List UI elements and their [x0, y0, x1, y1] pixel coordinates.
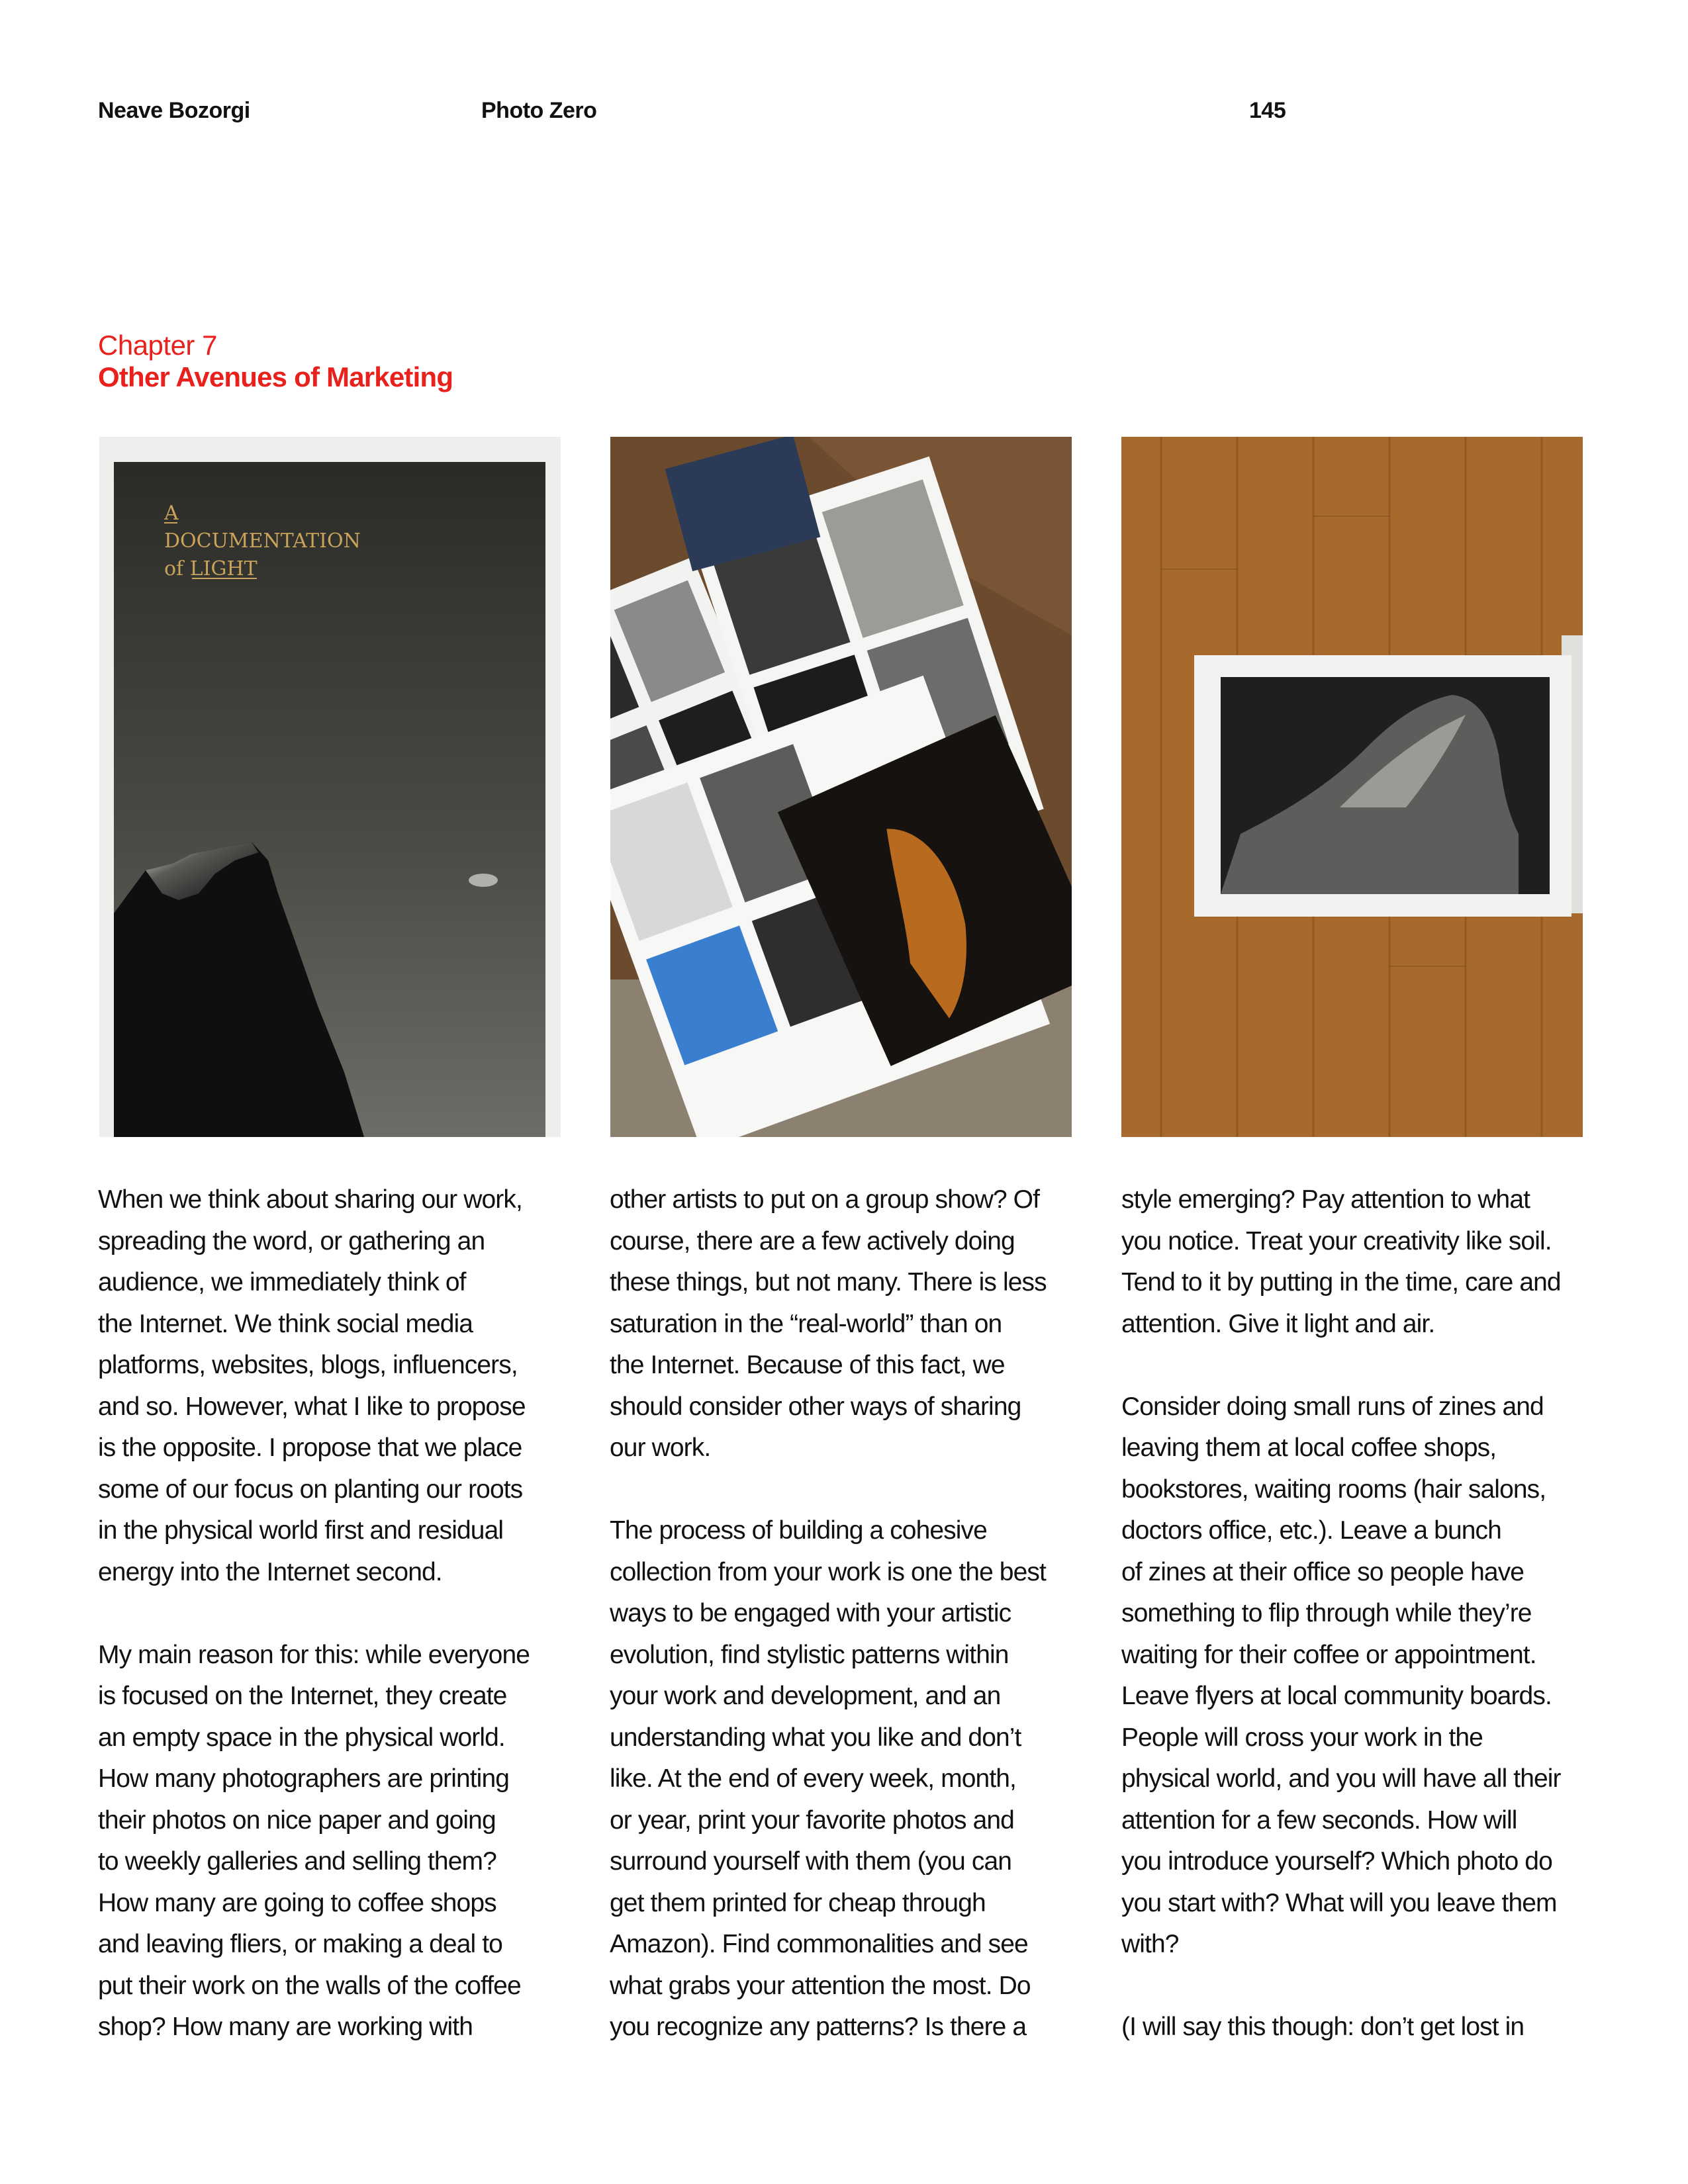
body-text-line: understanding what you like and don’t — [610, 1723, 1021, 1752]
body-text-line: put their work on the walls of the coffee — [98, 1971, 521, 2000]
body-text-line: some of our focus on planting our roots — [98, 1475, 523, 1504]
body-text-line: leaving them at local coffee shops, — [1121, 1433, 1497, 1462]
body-text-line: and so. However, what I like to propose — [98, 1392, 526, 1421]
body-text-line: bookstores, waiting rooms (hair salons, — [1121, 1475, 1546, 1504]
page-number: 145 — [1249, 98, 1286, 123]
body-text-line: you start with? What will you leave them — [1121, 1888, 1557, 1917]
body-text-line — [1121, 1345, 1585, 1387]
body-text-line: energy into the Internet second. — [98, 1557, 442, 1586]
chapter-title: Other Avenues of Marketing — [98, 361, 453, 392]
running-header-book-title: Photo Zero — [481, 98, 597, 123]
photo-book-cover — [99, 437, 561, 1137]
body-text-line: My main reason for this: while everyone — [98, 1640, 530, 1669]
body-text-line: in the physical world first and residual — [98, 1516, 504, 1545]
body-text-line: should consider other ways of sharing — [610, 1392, 1021, 1421]
body-text-line: collection from your work is one the best — [610, 1557, 1046, 1586]
body-text-line: your work and development, and an — [610, 1682, 1001, 1710]
cover-title-line: DOCUMENTATION — [164, 529, 361, 553]
body-text-line: attention for a few seconds. How will — [1121, 1805, 1517, 1835]
body-text-line: saturation in the “real-world” than on — [610, 1309, 1002, 1338]
body-text-line: waiting for their coffee or appointment. — [1121, 1640, 1536, 1669]
body-text-line: People will cross your work in the — [1121, 1723, 1483, 1752]
body-text-line: these things, but not many. There is less — [610, 1268, 1047, 1297]
body-text-line — [1121, 1966, 1585, 2007]
body-column-2 — [610, 1179, 1073, 2048]
body-text-line: to weekly galleries and selling them? — [98, 1847, 496, 1876]
body-text-line — [610, 1469, 1073, 1511]
body-text-line: the Internet. Because of this fact, we — [610, 1351, 1005, 1379]
body-text-line: is focused on the Internet, they create — [98, 1682, 507, 1710]
body-text-line: is the opposite. I propose that we place — [98, 1433, 522, 1462]
body-text-line: spreading the word, or gathering an — [98, 1226, 485, 1255]
body-text-line: How many photographers are printing — [98, 1764, 510, 1793]
body-text-line: Leave flyers at local community boards. — [1121, 1682, 1552, 1710]
body-text-line: How many are going to coffee shops — [98, 1888, 496, 1917]
body-text-line: platforms, websites, blogs, influencers, — [98, 1351, 518, 1379]
body-text-line: Tend to it by putting in the time, care and — [1121, 1268, 1561, 1297]
body-text-line: you recognize any patterns? Is there a — [610, 2013, 1027, 2041]
body-text-line: style emerging? Pay attention to what — [1121, 1185, 1530, 1214]
body-text-line: The process of building a cohesive — [610, 1516, 987, 1545]
body-column-3 — [1121, 1179, 1585, 2048]
body-text-line: Consider doing small runs of zines and — [1121, 1392, 1544, 1421]
body-text-line: ways to be engaged with your artistic — [610, 1599, 1011, 1627]
body-text-line: with? — [1121, 1930, 1179, 1958]
body-text-line: like. At the end of every week, month, — [610, 1764, 1016, 1793]
cover-title-line: A — [164, 502, 179, 525]
cover-title-line: of LIGHT — [164, 557, 258, 580]
body-text-line: an empty space in the physical world. — [98, 1723, 505, 1752]
body-text-line: audience, we immediately think of — [98, 1268, 466, 1297]
body-text-line: of zines at their office so people have — [1121, 1557, 1524, 1586]
body-text-line: doctors office, etc.). Leave a bunch — [1121, 1516, 1501, 1545]
body-text-line: and leaving fliers, or making a deal to — [98, 1930, 502, 1958]
body-text-line: surround yourself with them (you can — [610, 1847, 1012, 1876]
body-text-line: (I will say this though: don’t get lost in — [1121, 2013, 1524, 2041]
body-text-line: physical world, and you will have all their — [1121, 1764, 1561, 1793]
body-text-line: attention. Give it light and air. — [1121, 1309, 1435, 1338]
body-text-line — [98, 1593, 561, 1635]
body-text-line: evolution, find stylistic patterns within — [610, 1640, 1009, 1669]
body-column-1 — [98, 1179, 561, 2048]
body-text-line: When we think about sharing our work, — [98, 1185, 522, 1214]
body-text-line: what grabs your attention the most. Do — [610, 1971, 1031, 2000]
body-text-line: you introduce yourself? Which photo do — [1121, 1847, 1552, 1876]
body-text-line: or year, print your favorite photos and — [610, 1805, 1014, 1835]
body-text-line: other artists to put on a group show? Of — [610, 1185, 1040, 1214]
body-text-line: shop? How many are working with — [98, 2013, 473, 2041]
body-text-line: their photos on nice paper and going — [98, 1805, 496, 1835]
body-text-line: something to flip through while they’re — [1121, 1599, 1532, 1627]
photo-scattered-prints — [610, 437, 1072, 1137]
body-text-line: our work. — [610, 1433, 711, 1462]
body-text-line: course, there are a few actively doing — [610, 1226, 1015, 1255]
body-text-line: the Internet. We think social media — [98, 1309, 473, 1338]
photo-open-book — [1121, 437, 1583, 1137]
running-header-author: Neave Bozorgi — [98, 98, 250, 123]
chapter-number: Chapter 7 — [98, 330, 217, 361]
body-text-line: get them printed for cheap through — [610, 1888, 986, 1917]
body-text-line: Amazon). Find commonalities and see — [610, 1930, 1028, 1958]
body-text-line: you notice. Treat your creativity like soil. — [1121, 1226, 1552, 1255]
